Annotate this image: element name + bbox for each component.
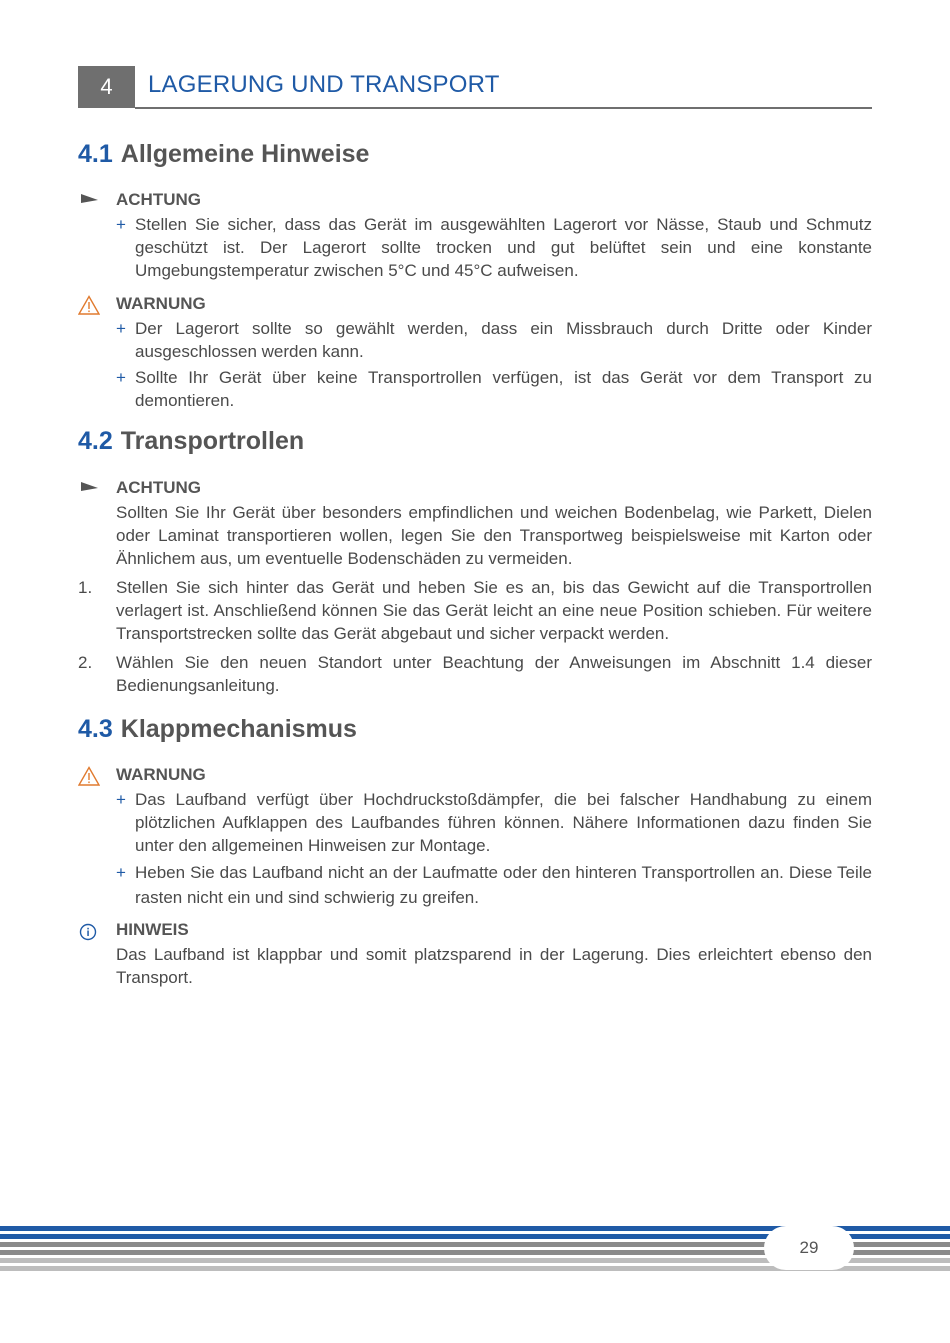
section-number: 4.3 [78,715,113,743]
list-item: + Das Laufband verfügt über Hochdruckstoßdämpfer, die bei falscher Handhabung zu einem plötzlichen Aufklappen des Laufbandes führen können. Nähere Informationen dazu finden Sie unter den allgemeinen Hinweisen zur Montage. [116,790,872,855]
chapter-header [78,66,872,108]
section-heading: Transportrollen [120,427,305,455]
list-item: + Stellen Sie sicher, dass das Gerät im ausgewählten Lagerort vor Nässe, Staub und Schmutz geschützt ist. Der Lagerort sollte trocken und gut belüftet sein und eine konstante Umgebungstemperatur zwischen 5°C und 45°C aufweisen. [116,215,872,280]
chapter-rule [135,107,872,109]
numbered-step [78,651,872,697]
arrow-marker-icon [78,191,100,211]
warnung-block-4-1 [78,294,872,412]
warning-triangle-icon [78,295,100,315]
section-heading: Allgemeine Hinweise [120,140,370,168]
plus-bullet-icon: + [116,368,126,387]
step-text: Wählen Sie den neuen Standort unter Beachtung der Anweisungen im Abschnitt 1.4 dieser Bedienungsanleitung. [116,653,872,695]
hinweis-text: Das Laufband ist klappbar und somit platzsparend in der Lagerung. Dies erleichtert ebenso den Transport. [116,945,872,987]
numbered-step [78,576,872,645]
section-heading: Klappmechanismus [120,715,357,743]
plus-bullet-icon: + [116,790,126,809]
achtung-text: Sollten Sie Ihr Gerät über besonders empfindlichen und weichen Bodenbelag, wie Parkett, Dielen oder Laminat transportieren wollen, legen Sie den Transportweg beispielsweise mit Karton oder Ähnlichem aus, um eventuelle Bodenschäden zu vermeiden. [116,503,872,568]
section-title-4-1 [78,140,369,169]
section-title-4-2 [78,427,304,456]
list-item: + Der Lagerort sollte so gewählt werden, dass ein Missbrauch durch Dritte oder Kinder ausgeschlossen werden kann. [116,319,872,361]
plus-bullet-icon: + [116,863,126,882]
section-number: 4.1 [78,140,113,168]
step-text: Stellen Sie sich hinter das Gerät und heben Sie es an, bis das Gewicht auf die Transportrollen verlagert ist. Anschließend können Sie das Gerät leicht an eine neue Position schieben. Für weitere Transportstrecken sollte das Gerät abgebaut und sicher verpackt werden. [116,578,872,643]
hinweis-label: HINWEIS [116,920,189,939]
page-number: 29 [764,1226,854,1270]
warnung-label: WARNUNG [116,765,206,784]
step-number: 1. [78,578,93,597]
section-title-4-3 [78,715,357,744]
chapter-title: LAGERUNG UND TRANSPORT [148,71,500,98]
arrow-marker-icon [78,479,100,499]
achtung-label: ACHTUNG [116,190,201,209]
plus-bullet-icon: + [116,319,126,338]
list-item: + Sollte Ihr Gerät über keine Transportrollen verfügen, ist das Gerät vor dem Transport zu demontieren. [116,368,872,410]
list-item: + Heben Sie das Laufband nicht an der Laufmatte oder den hinteren Transportrollen an. Diese Teile rasten nicht ein und sind schwierig zu greifen. [116,860,872,910]
chapter-number: 4 [78,66,135,108]
achtung-block-4-1 [78,190,872,282]
hinweis-block-4-3 [78,920,872,989]
warnung-block-4-3 [78,765,872,910]
info-circle-icon [78,921,100,941]
achtung-label: ACHTUNG [116,478,201,497]
plus-bullet-icon: + [116,215,126,234]
warnung-label: WARNUNG [116,294,206,313]
warning-triangle-icon [78,766,100,786]
step-number: 2. [78,653,93,672]
achtung-block-4-2 [78,478,872,697]
section-number: 4.2 [78,427,113,455]
